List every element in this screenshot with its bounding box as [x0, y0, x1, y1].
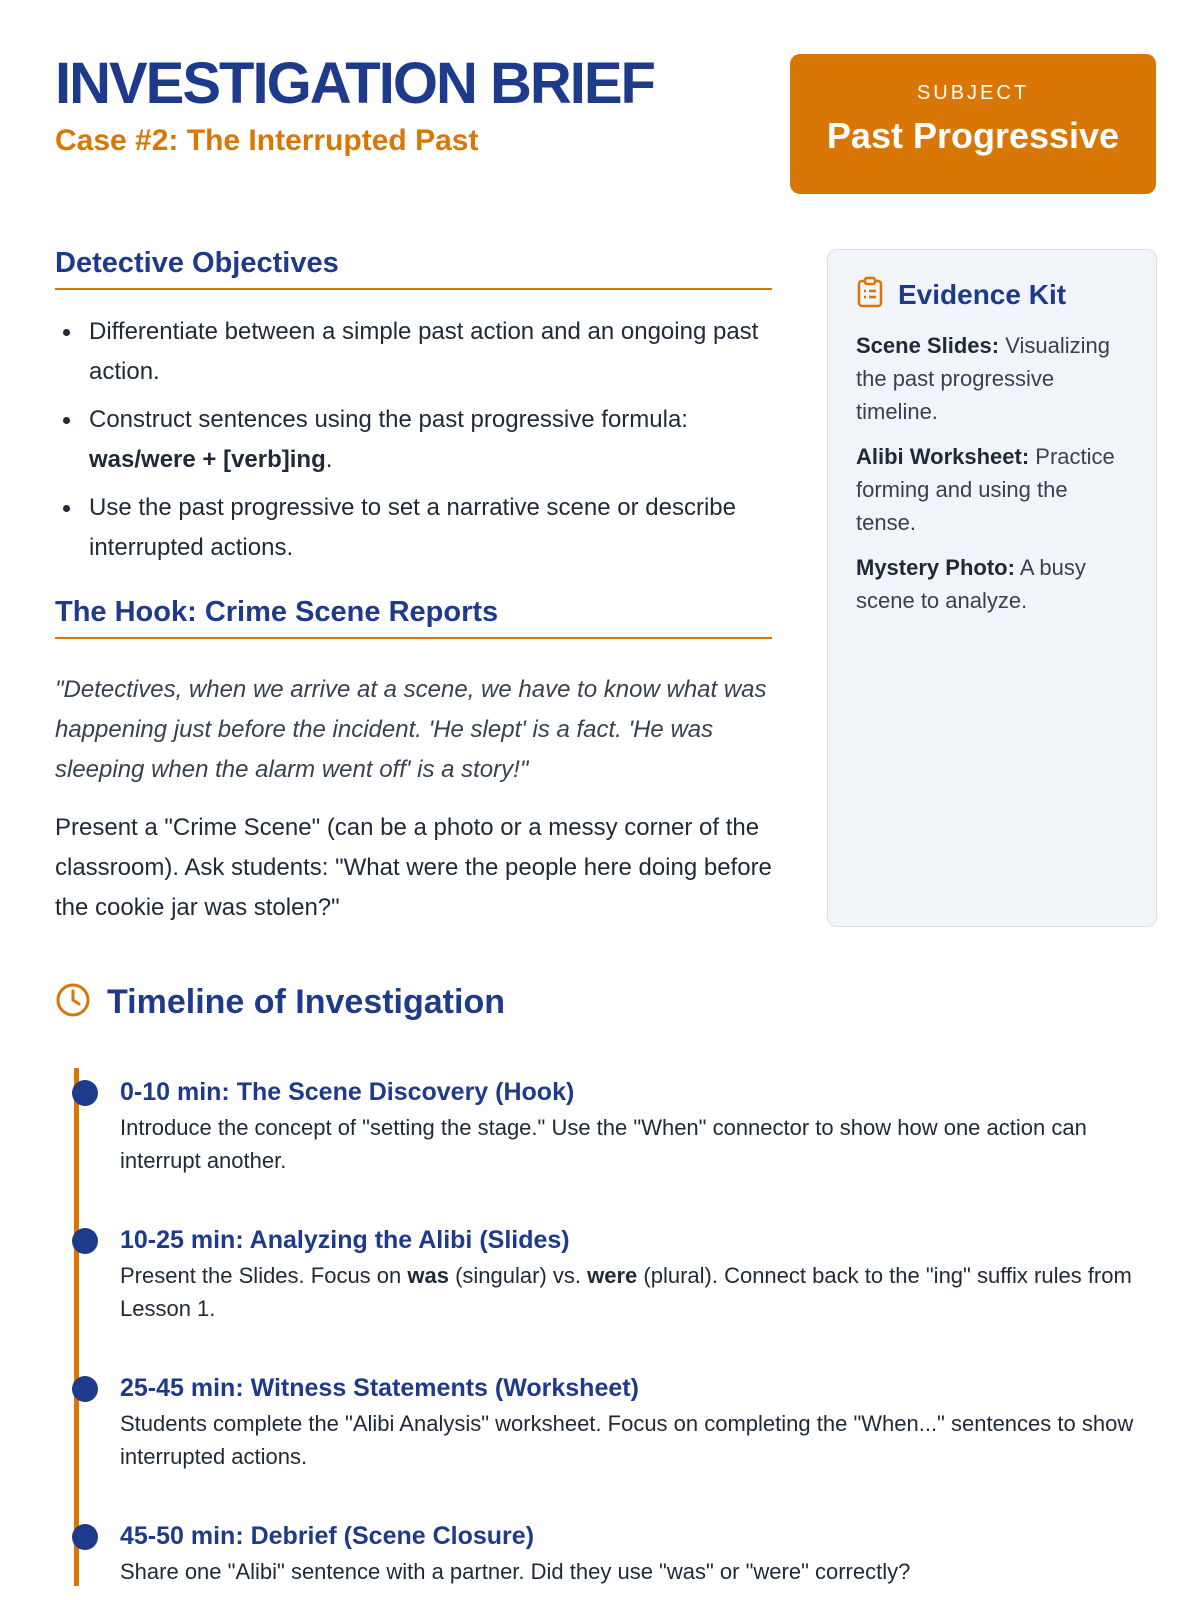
evidence-kit-title: Evidence Kit: [898, 278, 1067, 310]
evidence-kit-panel: [827, 249, 1157, 927]
timeline-dot: [72, 1080, 98, 1106]
step-desc-part: Present the Slides. Focus on: [120, 1263, 408, 1288]
kit-item: [856, 440, 1128, 539]
step-desc-part: (plural). Connect back to the "ing" suffix rules from Lesson 1.: [120, 1263, 1132, 1321]
timeline-dot: [72, 1376, 98, 1402]
subject-badge: [790, 54, 1156, 194]
step-desc-bold: was: [407, 1263, 449, 1288]
step-title: 45-50 min: Debrief (Scene Closure): [120, 1522, 535, 1550]
timeline-step: [120, 1519, 1160, 1588]
kit-item-label: Mystery Photo:: [856, 555, 1015, 580]
kit-item: [856, 551, 1128, 617]
timeline-dot: [72, 1524, 98, 1550]
objectives-list: [55, 312, 772, 576]
step-desc-bold: were: [587, 1263, 638, 1288]
timeline-step: [120, 1075, 1160, 1177]
objective-text: Use the past progressive to set a narrative scene or describe interrupted actions.: [89, 494, 736, 561]
kit-item-text: A busy scene to analyze.: [856, 555, 1086, 613]
timeline-line: [74, 1068, 79, 1586]
page-title: INVESTIGATION BRIEF: [55, 51, 654, 116]
clipboard-icon: [856, 276, 884, 313]
kit-item: [856, 329, 1128, 428]
evidence-kit-header: [856, 276, 1128, 313]
step-title: 0-10 min: The Scene Discovery (Hook): [120, 1078, 575, 1106]
objectives-heading: Detective Objectives: [55, 247, 772, 290]
hook-heading: The Hook: Crime Scene Reports: [55, 596, 772, 639]
list-item: [55, 312, 772, 392]
kit-item-label: Alibi Worksheet:: [856, 444, 1030, 469]
formula-text: was/were + [verb]ing: [89, 446, 326, 473]
timeline-dot: [72, 1228, 98, 1254]
step-desc: Students complete the "Alibi Analysis" worksheet. Focus on completing the "When..." sentences to show interrupted actions.: [120, 1411, 1134, 1469]
timeline-title: Timeline of Investigation: [107, 983, 505, 1021]
hook-body: Present a "Crime Scene" (can be a photo or a messy corner of the classroom). Ask students: "What were the people here doing before the cookie jar was stolen?": [55, 814, 772, 921]
step-desc: Share one "Alibi" sentence with a partner. Did they use "was" or "were" correctly?: [120, 1559, 911, 1584]
subject-label: SUBJECT: [916, 82, 1030, 104]
step-desc: [120, 1259, 1160, 1325]
hook-quote: "Detectives, when we arrive at a scene, we have to know what was happening just before the incident. 'He slept' is a fact. 'He was sleeping when the alarm went off' is a story!": [55, 676, 767, 783]
kit-item-label: Scene Slides:: [856, 333, 1000, 358]
clock-icon: [55, 982, 91, 1023]
subject-value: Past Progressive: [826, 115, 1120, 156]
timeline-step: [120, 1371, 1160, 1473]
list-item: [55, 400, 772, 480]
timeline-step: [120, 1223, 1160, 1325]
case-subtitle: Case #2: The Interrupted Past: [55, 124, 479, 157]
objective-text: Construct sentences using the past progressive formula:: [89, 406, 688, 433]
kit-item-text: Visualizing the past progressive timeline.: [856, 333, 1110, 424]
list-item: [55, 488, 772, 568]
objective-text-end: .: [325, 446, 333, 473]
step-title: 10-25 min: Analyzing the Alibi (Slides): [120, 1226, 570, 1254]
step-desc: Introduce the concept of "setting the stage." Use the "When" connector to show how one action can interrupt another.: [120, 1115, 1087, 1173]
timeline-header: [55, 982, 505, 1023]
step-desc-part: (singular) vs.: [448, 1263, 588, 1288]
step-title: 25-45 min: Witness Statements (Worksheet): [120, 1374, 639, 1402]
kit-item-text: Practice forming and using the tense.: [856, 444, 1115, 535]
objective-text: Differentiate between a simple past action and an ongoing past action.: [89, 318, 759, 385]
